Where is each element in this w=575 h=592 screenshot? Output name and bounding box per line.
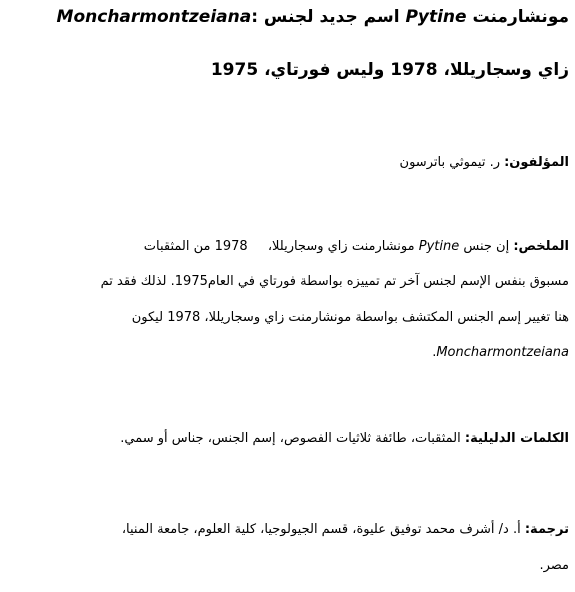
article-title-line-2: زاي وسجاريللا، 1978 وليس فورتاي، 1975 (210, 60, 569, 80)
keywords-line (0, 430, 569, 448)
abstract-line-4 (0, 344, 569, 362)
abstract-line-1 (0, 238, 569, 256)
translation-label: ترجمة: (524, 522, 569, 537)
title-text: : اسم جديد لجنس (251, 7, 406, 27)
genus-name-new: Moncharmontzeiana (436, 345, 569, 360)
genus-name-pytine-abstract: Pytine (418, 239, 460, 254)
authors-label: المؤلفون: (504, 155, 569, 170)
abstract-text-c: 1978 من المثقبات (143, 239, 248, 254)
keywords-label: الكلمات الدليلية: (464, 431, 569, 446)
abstract-line-2: مسبوق بنفس الإسم لجنس آخر تم تمييزه بواسطة فورتاي في العام1975. لذلك فقد تم (100, 274, 569, 289)
abstract-text-b: مونشارمنت زاي وسجاريللا، (263, 239, 419, 254)
abstract-period: . (432, 345, 437, 360)
article-title-line-1 (0, 6, 569, 28)
abstract-text-a: إن جنس (459, 239, 514, 254)
genus-name-pytine: Pytine (405, 7, 467, 27)
genus-name-moncharmontzeiana: Moncharmontzeiana (56, 7, 252, 27)
abstract-label: الملخص: (513, 239, 569, 254)
keywords-value: المثقبات، طائفة ثلاثيات الفصوص، إسم الجنس، جناس أو سمي. (120, 431, 465, 446)
translation-line-1 (0, 521, 569, 539)
abstract-line-3: هنا تغيير إسم الجنس المكتشف بواسطة مونشارمنت زاي وسجاريللا، 1978 ليكون (131, 310, 569, 325)
authors-value: ر. تيموثي باترسون (399, 155, 505, 170)
translation-value: أ. د/ أشرف محمد توفيق عليوة، قسم الجيولوجيا، كلية العلوم، جامعة المنيا، (121, 522, 525, 537)
translation-line-2: مصر. (539, 558, 569, 573)
title-tail: مونشارمنت (466, 7, 569, 27)
authors-line (0, 154, 569, 172)
